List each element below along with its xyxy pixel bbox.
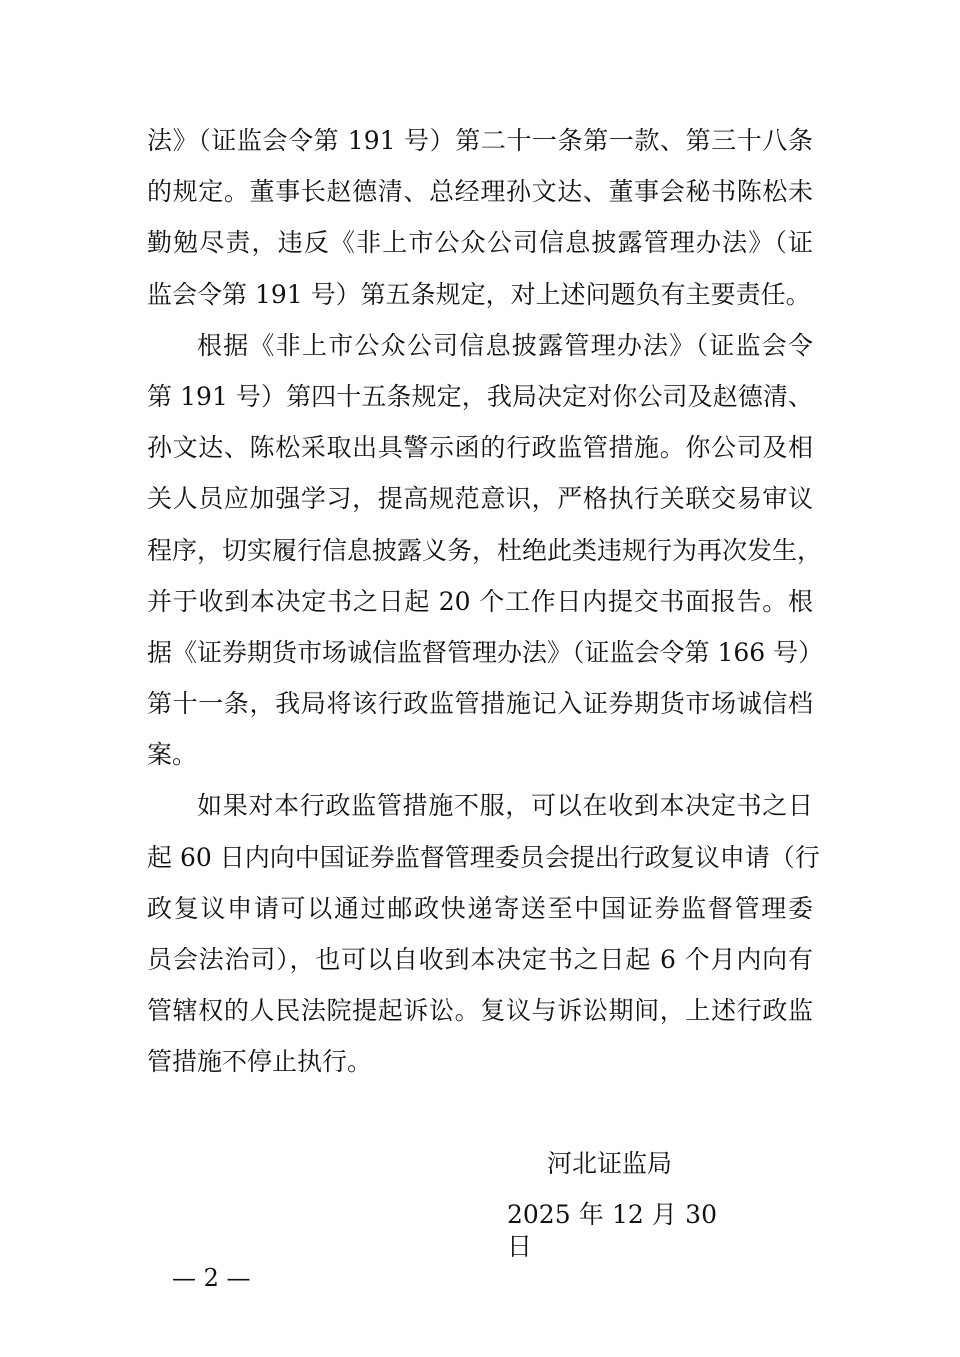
text-line: 管措施不停止执行。 [147, 1047, 373, 1077]
signature-organization: 河北证监局 [547, 1149, 673, 1178]
text-line: 的规定。董事长赵德清、总经理孙文达、董事会秘书陈松未 [147, 177, 813, 207]
text-line: 员会法治司），也可以自收到本决定书之日起 6 个月内向有 [147, 945, 813, 974]
text-line: 管辖权的人民法院提起诉讼。复议与诉讼期间，上述行政监 [147, 996, 813, 1026]
text-line: 根据《非上市公众公司信息披露管理办法》（证监会令 [197, 330, 813, 360]
document-body [147, 115, 824, 1088]
paragraph [147, 115, 813, 320]
text-line: 程序，切实履行信息披露义务，杜绝此类违规行为再次发生， [147, 535, 823, 565]
text-line: 起 60 日内向中国证券监督管理委员会提出行政复议申请（行 [147, 842, 820, 872]
text-line: 并于收到本决定书之日起 20 个工作日内提交书面报告。根 [147, 586, 813, 616]
text-line: 关人员应加强学习，提高规范意识，严格执行关联交易审议 [147, 484, 813, 514]
text-line: 法》（证监会令第 191 号）第二十一条第一款、第三十八条 [147, 126, 813, 155]
text-line: 孙文达、陈松采取出具警示函的行政监管措施。你公司及相 [147, 433, 813, 463]
signature-date: 2025 年 12 月 30 日 [507, 1200, 717, 1261]
text-line: 监会令第 191 号）第五条规定，对上述问题负有主要责任。 [147, 279, 811, 309]
page-number: — 2 — [172, 1264, 251, 1292]
text-line: 第 191 号）第四十五条规定，我局决定对你公司及赵德清、 [147, 381, 813, 411]
text-line: 政复议申请可以通过邮政快递寄送至中国证券监督管理委 [147, 893, 813, 923]
text-line: 案。 [147, 740, 198, 770]
text-line: 如果对本行政监管措施不服，可以在收到本决定书之日 [197, 791, 813, 821]
paragraph [147, 320, 824, 781]
text-line: 第十一条，我局将该行政监管措施记入证券期货市场诚信档 [147, 689, 813, 719]
text-line: 勤勉尽责，违反《非上市公众公司信息披露管理办法》（证 [147, 228, 813, 258]
paragraph [147, 780, 820, 1087]
text-line: 据《证券期货市场诚信监督管理办法》（证监会令第 166 号） [147, 637, 824, 667]
